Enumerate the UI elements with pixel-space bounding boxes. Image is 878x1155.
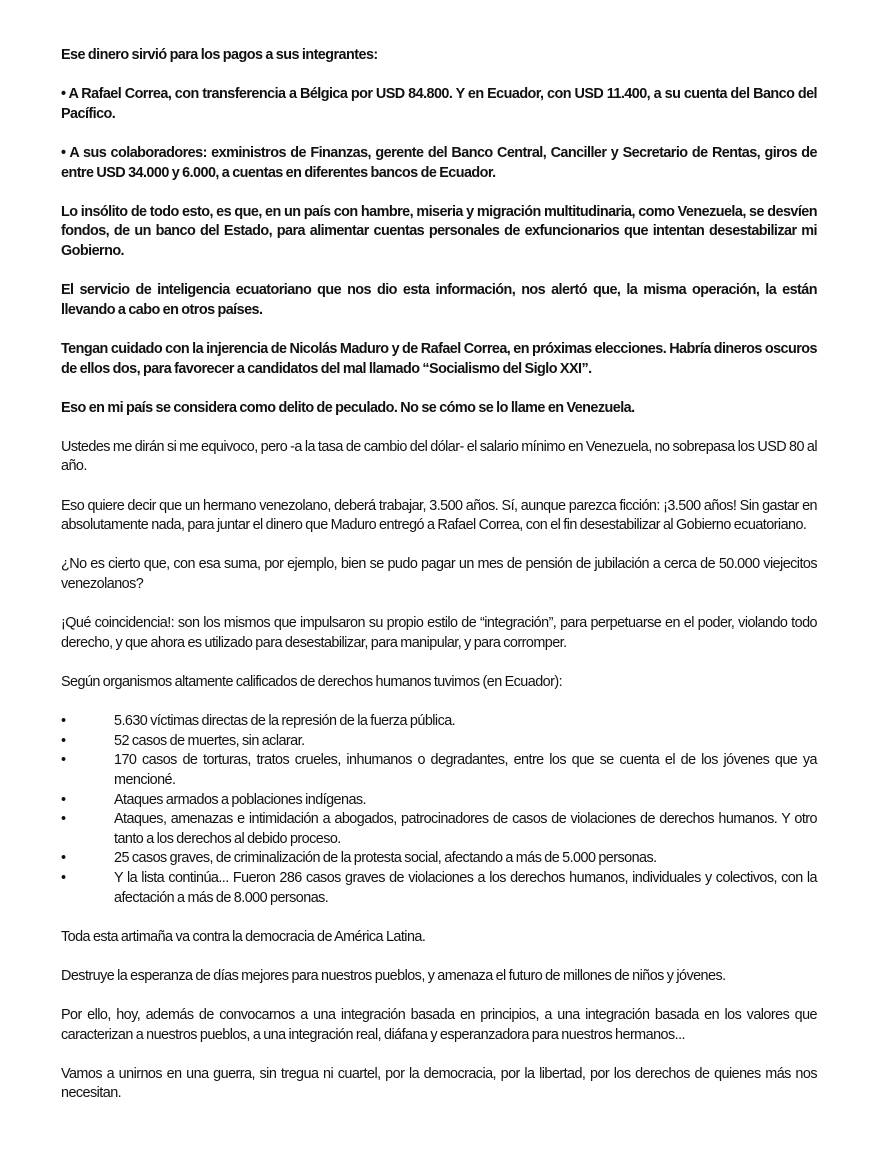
paragraph-intelligence-alert: El servicio de inteligencia ecuatoriano que nos dio esta información, nos alertó que, la misma operación, la están llevando a cabo en otros países.: [61, 282, 817, 318]
paragraph-collaborators-transfers: • A sus colaboradores: exministros de Finanzas, gerente del Banco Central, Canciller y Secretario de Rentas, giros de entre USD 34.000 y 6.000, a cuentas en diferentes bancos de Ecuador.: [61, 144, 817, 181]
paragraph-hope: Destruye la esperanza de días mejores para nuestros pueblos, y amenaza el futuro de millones de niños y jóvenes.: [61, 967, 726, 984]
paragraph-pension-question: ¿No es cierto que, con esa suma, por ejemplo, bien se pudo pagar un mes de pensión de jubilación a cerca de 50.000 viejecitos venezolanos?: [61, 556, 817, 593]
paragraph-call-to-unite: Vamos a unirnos en una guerra, sin tregua ni cuartel, por la democracia, por la libertad, por los derechos de quienes más nos necesitan.: [61, 1065, 817, 1102]
list-item-text: 170 casos de torturas, tratos crueles, inhumanos o degradantes, entre los que se cuenta el de los jóvenes que ya mencioné.: [114, 752, 817, 788]
paragraph-democracy: Toda esta artimaña va contra la democracia de América Latina.: [61, 928, 426, 945]
paragraph-minimum-wage: Ustedes me dirán si me equivoco, pero -a la tasa de cambio del dólar- el salario mínimo en Venezuela, no sobrepasa los USD 80 al año.: [61, 438, 817, 475]
bullet-marker: •: [61, 811, 66, 828]
paragraph-unusual-funds: Lo insólito de todo esto, es que, en un país con hambre, miseria y migración multitudinaria, como Venezuela, se desvíen fondos, de un banco del Estado, para alimentar cuentas personales de exfuncionarios que intentan desestabilizar mi Gobierno.: [61, 203, 817, 259]
list-item-text: 25 casos graves, de criminalización de la protesta social, afectando a más de 5.000 personas.: [114, 850, 657, 867]
paragraph-embezzlement: Eso en mi país se considera como delito de peculado. No se cómo se lo llame en Venezuela.: [61, 399, 635, 416]
list-item: [61, 791, 817, 811]
human-rights-list: [61, 712, 817, 908]
document-page: [61, 46, 817, 1124]
paragraph-payments-intro: Ese dinero sirvió para los pagos a sus integrantes:: [61, 47, 378, 63]
list-item-text: Ataques armados a poblaciones indígenas.: [114, 791, 367, 808]
bullet-marker: •: [61, 869, 66, 886]
list-item: [61, 751, 817, 790]
list-item: [61, 849, 817, 869]
paragraph-human-rights-intro: Según organismos altamente calificados de derechos humanos tuvimos (en Ecuador):: [61, 674, 563, 690]
paragraph-coincidence: ¡Qué coincidencia!: son los mismos que impulsaron su propio estilo de “integración”, para perpetuarse en el poder, violando todo derecho, y que ahora es utilizado para desestabilizar, para manipular, y para corromper.: [61, 615, 817, 651]
paragraph-correa-transfer: • A Rafael Correa, con transferencia a Bélgica por USD 84.800. Y en Ecuador, con USD 11.400, a su cuenta del Banco del Pacífico.: [61, 86, 817, 122]
list-item-text: Y la lista continúa... Fueron 286 casos graves de violaciones a los derechos humanos, individuales y colectivos, con la afectación a más de 8.000 personas.: [114, 869, 817, 906]
list-item-text: 52 casos de muertes, sin aclarar.: [114, 732, 305, 749]
bullet-marker: •: [61, 752, 66, 769]
bullet-marker: •: [61, 713, 66, 730]
paragraph-election-warning: Tengan cuidado con la injerencia de Nicolás Maduro y de Rafael Correa, en próximas elecciones. Habría dineros oscuros de ellos dos, para favorecer a candidatos del mal llamado “Socialismo del Siglo XXI”.: [61, 340, 817, 377]
paragraph-years-of-work: Eso quiere decir que un hermano venezolano, deberá trabajar, 3.500 años. Sí, aunque parezca ficción: ¡3.500 años! Sin gastar en absolutamente nada, para juntar el dinero que Maduro entregó a Rafael Correa, con el fin desestabilizar al Gobierno ecuatoriano.: [61, 497, 817, 534]
list-item-text: 5.630 víctimas directas de la represión de la fuerza pública.: [114, 713, 456, 730]
paragraph-integration: Por ello, hoy, además de convocarnos a una integración basada en principios, a una integración basada en los valores que caracterizan a nuestros pueblos, a una integración real, diáfana y esperanzadora para nuestros hermanos...: [61, 1007, 817, 1043]
list-item: [61, 869, 817, 908]
list-item-text: Ataques, amenazas e intimidación a abogados, patrocinadores de casos de violaciones de derechos humanos. Y otro tanto a los derechos al debido proceso.: [114, 811, 817, 847]
bullet-marker: •: [61, 732, 66, 749]
list-item: [61, 732, 817, 752]
bullet-marker: •: [61, 850, 66, 867]
list-item: [61, 810, 817, 849]
list-item: [61, 712, 817, 732]
bullet-marker: •: [61, 791, 66, 808]
